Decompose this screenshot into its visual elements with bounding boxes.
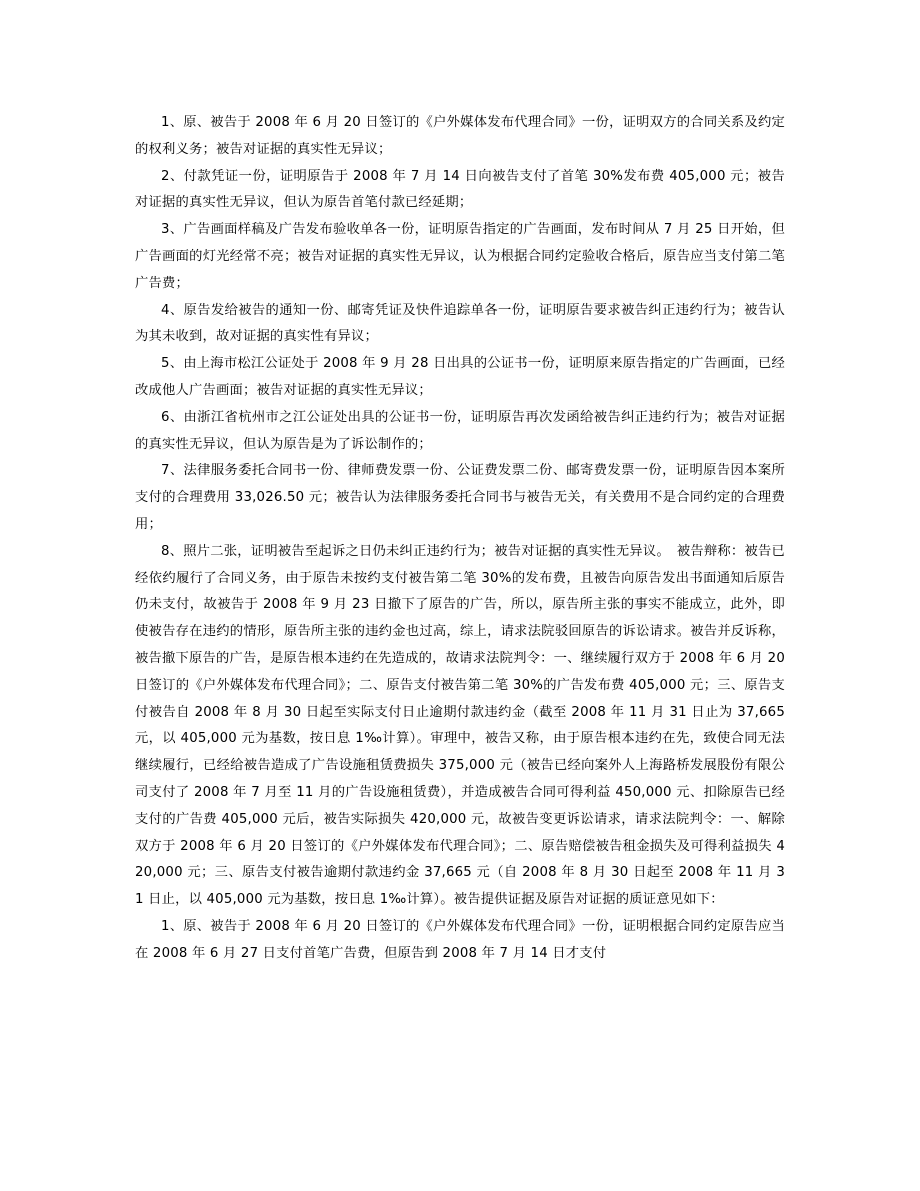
evidence-item-7: 7、法律服务委托合同书一份、律师费发票一份、公证费发票二份、邮寄费发票一份，证明原告因本案所支付的合理费用 33,026.50 元；被告认为法律服务委托合同书与被告无关，有关费用不是合同约定的合理费用； xyxy=(135,463,785,532)
evidence-item-1: 1、原、被告于 2008 年 6 月 20 日签订的《户外媒体发布代理合同》一份，证明双方的合同关系及约定的权利义务；被告对证据的真实性无异议； xyxy=(135,115,785,157)
evidence-item-5: 5、由上海市松江公证处于 2008 年 9 月 28 日出具的公证书一份，证明原来原告指定的广告画面，已经改成他人广告画面；被告对证据的真实性无异议； xyxy=(135,356,785,398)
evidence-item-3: 3、广告画面样稿及广告发布验收单各一份，证明原告指定的广告画面，发布时间从 7 月 25 日开始，但广告画面的灯光经常不亮；被告对证据的真实性无异议，认为根据合同约定验收合格后，原告应当支付第二笔广告费； xyxy=(135,222,785,291)
evidence-item-4: 4、原告发给被告的通知一份、邮寄凭证及快件追踪单各一份，证明原告要求被告纠正违约行为；被告认为其未收到，故对证据的真实性有异议； xyxy=(135,302,785,345)
defendant-evidence-item-1: 1、原、被告于 2008 年 6 月 20 日签订的《户外媒体发布代理合同》一份，证明根据合同约定原告应当在 2008 年 6 月 27 日支付首笔广告费，但原告到 2008 年 7 月 14 日才支付 xyxy=(135,918,785,961)
evidence-item-8-and-defense: 8、照片二张，证明被告至起诉之日仍未纠正违约行为；被告对证据的真实性无异议。 被告辩称：被告已经依约履行了合同义务，由于原告未按约支付被告第二笔 30%的发布费，且被告向原告发出书面通知后原告仍未支付，故被告于 2008 年 9 月 23 日撤下了原告的广告，所以，原告所主张的事实不能成立，此外，即使被告存在违约的情形，原告所主张的违约金也过高，综上，请求法院驳回原告的诉讼请求。被告并反诉称，被告撤下原告的广告，是原告根本违约在先造成的，故请求法院判令：一、继续履行双方于 2008 年 6 月 20 日签订的《户外媒体发布代理合同》；二、原告支付被告第二笔 30%的广告发布费 405,000 元；三、原告支付被告自 2008 年 8 月 30 日起至实际支付日止逾期付款违约金（截至 2008 年 11 月 31 日止为 37,665 元，以 405,000 元为基数，按日息 1‰计算）。审理中，被告又称，由于原告根本违约在先，致使合同无法继续履行，已经给被告造成了广告设施租赁费损失 375,000 元（被告已经向案外人上海路桥发展股份有限公司支付了 2008 年 7 月至 11 月的广告设施租赁费），并造成被告合同可得利益 450,000 元、扣除原告已经支付的广告费 405,000 元后，被告实际损失 420,000 元，故被告变更诉讼请求，请求法院判令：一、解除双方于 2008 年 6 月 20 日签订的《户外媒体发布代理合同》；二、原告赔偿被告租金损失及可得利益损失 420,000 元；三、原告支付被告逾期付款违约金 37,665 元（自 2008 年 8 月 30 日起至 2008 年 11 月 31 日止，以 405,000 元为基数，按日息 1‰计算）。被告提供证据及原告对证据的质证意见如下： xyxy=(135,543,785,908)
evidence-item-2: 2、付款凭证一份，证明原告于 2008 年 7 月 14 日向被告支付了首笔 30%发布费 405,000 元；被告对证据的真实性无异议，但认为原告首笔付款已经延期； xyxy=(135,168,785,211)
document-page xyxy=(135,110,785,968)
evidence-item-6: 6、由浙江省杭州市之江公证处出具的公证书一份，证明原告再次发函给被告纠正违约行为；被告对证据的真实性无异议，但认为原告是为了诉讼制作的； xyxy=(135,409,785,452)
